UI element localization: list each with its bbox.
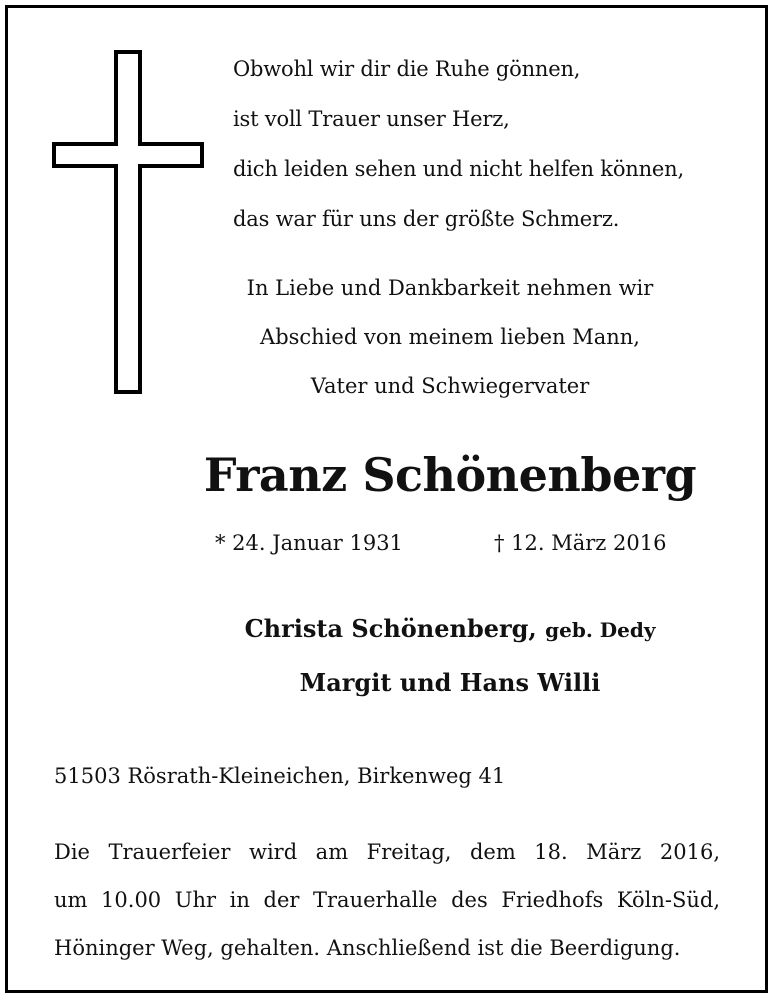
farewell-line: Abschied von meinem lieben Mann, (260, 325, 640, 349)
poem-line: dich leiden sehen und nicht helfen können, (233, 157, 684, 181)
deceased-name: Franz Schönenberg (203, 448, 697, 502)
funeral-line: Höninger Weg, gehalten. Anschließend ist die Beerdigung. (54, 936, 681, 960)
maiden-name: geb. Dedy (545, 618, 656, 642)
farewell-line: In Liebe und Dankbarkeit nehmen wir (246, 276, 654, 300)
cross-icon (52, 50, 204, 394)
birth-date: * 24. Januar 1931 (215, 531, 403, 555)
poem (233, 44, 684, 244)
mourner-line (180, 614, 720, 643)
funeral-line: Die Trauerfeier wird am Freitag, dem 18. März 2016, (54, 840, 720, 864)
poem-line: Obwohl wir dir die Ruhe gönnen, (233, 57, 581, 81)
death-date: † 12. März 2016 (494, 531, 667, 555)
farewell-text (200, 264, 700, 411)
mourner-name: Christa Schönenberg, (244, 614, 537, 643)
funeral-info (54, 828, 720, 972)
poem-line: ist voll Trauer unser Herz, (233, 107, 510, 131)
mourner-line: Margit und Hans Willi (299, 668, 601, 697)
farewell-line: Vater und Schwiegervater (310, 374, 590, 398)
poem-line: das war für uns der größte Schmerz. (233, 207, 620, 231)
funeral-line: um 10.00 Uhr in der Trauerhalle des Friedhofs Köln-Süd, (54, 888, 720, 912)
address: 51503 Rösrath-Kleineichen, Birkenweg 41 (54, 764, 506, 788)
